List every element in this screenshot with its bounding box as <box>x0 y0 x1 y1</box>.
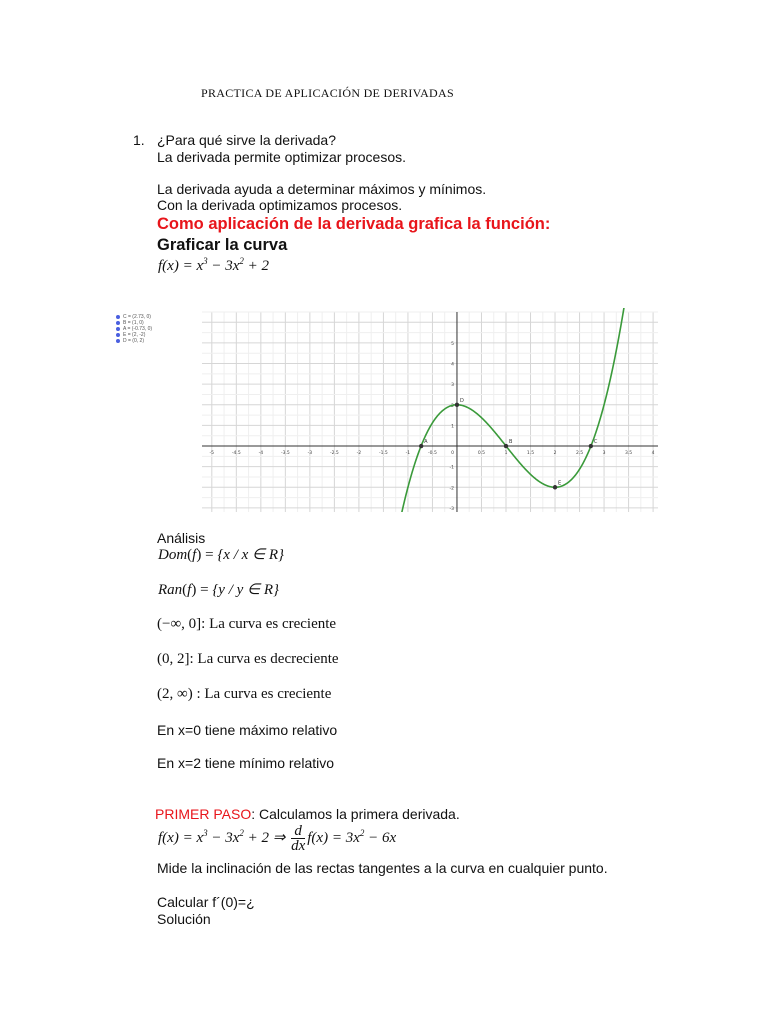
point-label-D: D <box>459 397 464 404</box>
max-text: En x=0 tiene máximo relativo <box>157 722 338 738</box>
step1-text: : Calculamos la primera derivada. <box>251 806 460 822</box>
legend-dot <box>116 321 120 325</box>
question-number: 1. <box>133 132 145 148</box>
step1-description: Mide la inclinación de las rectas tangentes a la curva en cualquier punto. <box>157 860 608 876</box>
interval-row-1: (−∞, 0]: La curva es creciente <box>157 616 337 632</box>
graph-heading: Graficar la curva <box>157 236 288 254</box>
x-tick-label: -1.5 <box>379 451 388 457</box>
interval-row-2: (0, 2]: La curva es decreciente <box>157 651 339 667</box>
point-D <box>455 403 459 407</box>
x-tick-label: -5 <box>209 451 215 457</box>
graph-svg <box>112 308 658 512</box>
y-tick-label: -1 <box>449 465 454 471</box>
x-tick-label: -0.5 <box>428 451 437 457</box>
analysis-heading: Análisis <box>157 530 206 546</box>
plot-area <box>202 312 658 512</box>
y-tick-label: -2 <box>449 486 454 492</box>
x-tick-label: 2 <box>553 451 557 457</box>
step1-label: PRIMER PASO <box>155 806 252 822</box>
x-tick-label: 3 <box>602 451 606 457</box>
function-formula: $f(x) = x^3 - 3x^2 + 2$ <box>158 256 270 274</box>
legend-item <box>116 338 144 344</box>
x-tick-label: 4 <box>651 451 655 457</box>
legend-dot <box>116 339 120 343</box>
calc-text: Calcular f´(0)=¿ <box>157 894 255 910</box>
interval-row-3: (2, ∞) : La curva es creciente <box>157 686 332 702</box>
legend-dot <box>116 327 120 331</box>
answer-line-3: Con la derivada optimizamos procesos. <box>157 197 403 213</box>
y-tick-label: 4 <box>451 362 454 368</box>
y-tick-label: -3 <box>449 506 454 512</box>
x-tick-label: -1 <box>405 451 411 457</box>
y-tick-label: 3 <box>451 383 454 389</box>
legend-label: B = (1, 0) <box>123 320 144 326</box>
point-C <box>589 444 593 448</box>
x-tick-label: -3 <box>307 451 313 457</box>
x-tick-label: -4 <box>258 451 264 457</box>
page-title: PRACTICA DE APLICACIÓN DE DERIVADAS <box>201 86 454 100</box>
legend-label: C = (2.73, 0) <box>123 314 151 320</box>
y-tick-label: 5 <box>451 341 454 347</box>
step1-line <box>155 806 460 822</box>
min-text: En x=2 tiene mínimo relativo <box>157 755 335 771</box>
question-text: ¿Para qué sirve la derivada? <box>157 132 336 148</box>
x-tick-label: -2.5 <box>329 451 339 457</box>
point-label-A: A <box>424 439 428 446</box>
y-tick-label: 2 <box>451 403 454 409</box>
x-tick-label: -3.5 <box>280 451 290 457</box>
solution-text: Solución <box>157 911 211 927</box>
point-B <box>504 444 508 448</box>
derivative-formula: $f(x) = x^3 - 3x^2 + 2$ ⇒ $\frac{d}{dx}$ $f(x) = 3x^2 - 6x$ <box>158 823 397 854</box>
point-A <box>419 444 423 448</box>
answer-line-2: La derivada ayuda a determinar máximos y mínimos. <box>157 181 487 197</box>
legend-dot <box>116 333 120 337</box>
legend-label: A = (-0.73, 0) <box>123 326 153 332</box>
point-E <box>553 485 557 489</box>
x-tick-label: 2.5 <box>575 451 584 457</box>
point-label-E: E <box>558 480 562 487</box>
x-tick-label: -4.5 <box>231 451 241 457</box>
point-label-C: C <box>593 439 598 446</box>
red-heading: Como aplicación de la derivada grafica la función: <box>157 215 551 233</box>
range-formula: Ran(f) = {y / y ∈ R} <box>158 582 280 598</box>
function-graph <box>112 308 658 512</box>
legend-label: E = (2, -2) <box>123 332 146 338</box>
x-tick-label: 1 <box>504 451 508 457</box>
origin-label: 0 <box>451 451 454 457</box>
x-tick-label: -2 <box>356 451 362 457</box>
point-label-B: B <box>509 439 513 446</box>
legend-dot <box>116 315 120 319</box>
domain-formula: Dom(f) = {x / x ∈ R} <box>158 547 285 563</box>
x-tick-label: 3.5 <box>624 451 633 457</box>
x-tick-label: 0.5 <box>477 451 486 457</box>
legend-label: D = (0, 2) <box>123 338 144 344</box>
x-tick-label: 1.5 <box>526 451 535 457</box>
answer-line-1: La derivada permite optimizar procesos. <box>157 149 407 165</box>
y-tick-label: 1 <box>451 424 454 430</box>
